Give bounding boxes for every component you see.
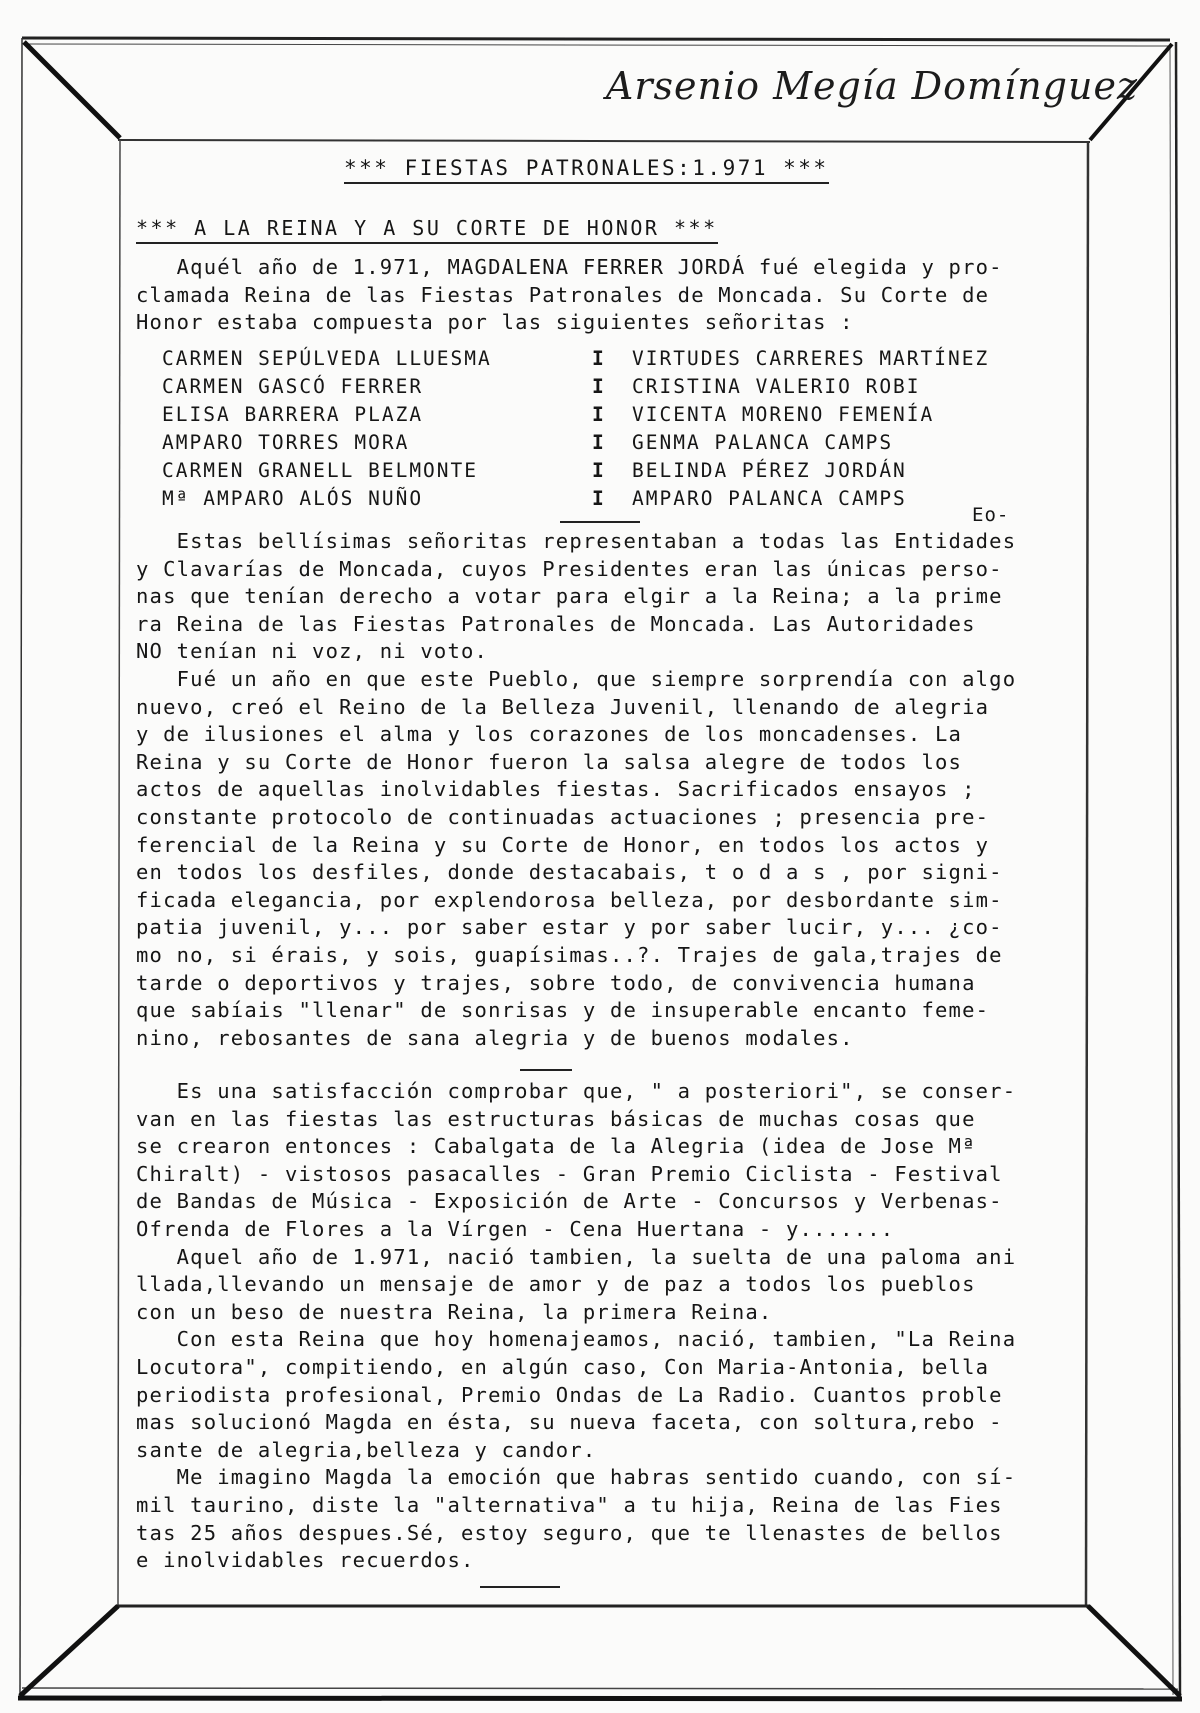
court-name-right: VIRTUDES CARRERES MARTÍNEZ (632, 347, 990, 370)
list-item (162, 373, 1062, 401)
column-separator: I (592, 431, 606, 454)
intro-paragraph: Aquél año de 1.971, MAGDALENA FERRER JORDÁ fué elegida y pro- clamada Reina de las Fiestas Patronales de Moncada. Su Corte de Honor estaba compuesta por las siguientes señoritas : (136, 255, 1003, 335)
column-separator: I (592, 459, 606, 482)
court-name-left: CARMEN GRANELL BELMONTE (162, 459, 479, 482)
court-name-right: AMPARO PALANCA CAMPS (632, 487, 907, 510)
court-name-left: AMPARO TORRES MORA (162, 431, 410, 454)
section-subtitle: *** A LA REINA Y A SU CORTE DE HONOR *** (136, 216, 718, 244)
column-separator: I (592, 403, 606, 426)
court-name-left: Mª AMPARO ALÓS NUÑO (162, 487, 424, 510)
court-of-honor-list (162, 345, 1062, 513)
margin-annotation: Eo- (972, 504, 1010, 526)
list-item (162, 485, 1062, 513)
court-name-right: CRISTINA VALERIO ROBI (632, 375, 921, 398)
column-separator: I (592, 347, 606, 370)
column-separator: I (592, 487, 606, 510)
author-signature: Arsenio Megía Domínguez (605, 64, 1138, 108)
body-paragraph-2: Es una satisfacción comprobar que, " a posteriori", se conser- van en las fiestas las estructuras básicas de muchas cosas que se crearon entonces : Cabalgata de la Alegria (idea de Jose Mª Chiralt) - vistosos pasacalles - Gran Premio Ciclista - Festival de Bandas de Música - Exposición de Arte - Concursos y Verbenas- Ofrenda de Flores a la Vírgen - Cena Huertana - y....... Aquel año de 1.971, nació tambien, la suelta de una paloma ani llada,llevando un mensaje de amor y de paz a todos los pueblos con un beso de nuestra Reina, la primera Reina. Con esta Reina que hoy homenajeamos, nació, tambien, "La Reina Locutora", compitiendo, en algún caso, Con Maria-Antonia, bella periodista profesional, Premio Ondas de La Radio. Cuantos proble mas solucionó Magda en ésta, su nueva faceta, con soltura,rebo - sante de alegria,belleza y candor. Me imagino Magda la emoción que habras sentido cuando, con sí- mil taurino, diste la "alternativa" a tu hija, Reina de las Fies tas 25 años despues.Sé, estoy seguro, que te llenastes de bellos e inolvidables recuerdos. (136, 1079, 1017, 1573)
court-name-left: CARMEN SEPÚLVEDA LLUESMA (162, 347, 492, 370)
court-name-right: BELINDA PÉREZ JORDÁN (632, 459, 907, 482)
list-item (162, 345, 1062, 373)
court-name-left: CARMEN GASCÓ FERRER (162, 375, 424, 398)
body-paragraph-1: Estas bellísimas señoritas representaban a todas las Entidades y Clavarías de Moncada, cuyos Presidentes eran las únicas perso- nas que tenían derecho a votar para elgir a la Reina; a la prime ra Reina de las Fiestas Patronales de Moncada. Las Autoridades NO tenían ni voz, ni voto. Fué un año en que este Pueblo, que siempre sorprendía con algo nuevo, creó el Reino de la Belleza Juvenil, llenando de alegria y de ilusiones el alma y los corazones de los moncadenses. La Reina y su Corte de Honor fueron la salsa alegre de todos los actos de aquellas inolvidables fiestas. Sacrificados ensayos ; constante protocolo de continuadas actuaciones ; presencia pre- ferencial de la Reina y su Corte de Honor, en todos los actos y en todos los desfiles, donde destacabais, t o d a s , por signi- ficada elegancia, por explendorosa belleza, por desbordante sim- patia juvenil, y... por saber estar y por saber lucir, y... ¿co- mo no, si érais, y sois, guapísimas..?. Trajes de gala,trajes de tarde o deportivos y trajes, sobre todo, de convivencia humana que sabíais "llenar" de sonrisas y de insuperable encanto feme- nino, rebosantes de sana alegria y de buenos modales. (136, 529, 1017, 1050)
court-name-right: GENMA PALANCA CAMPS (632, 431, 894, 454)
list-item (162, 457, 1062, 485)
court-name-left: ELISA BARRERA PLAZA (162, 403, 424, 426)
list-item (162, 429, 1062, 457)
court-name-right: VICENTA MORENO FEMENÍA (632, 403, 935, 426)
column-separator: I (592, 375, 606, 398)
page-title: *** FIESTAS PATRONALES:1.971 *** (344, 156, 829, 184)
list-item (162, 401, 1062, 429)
